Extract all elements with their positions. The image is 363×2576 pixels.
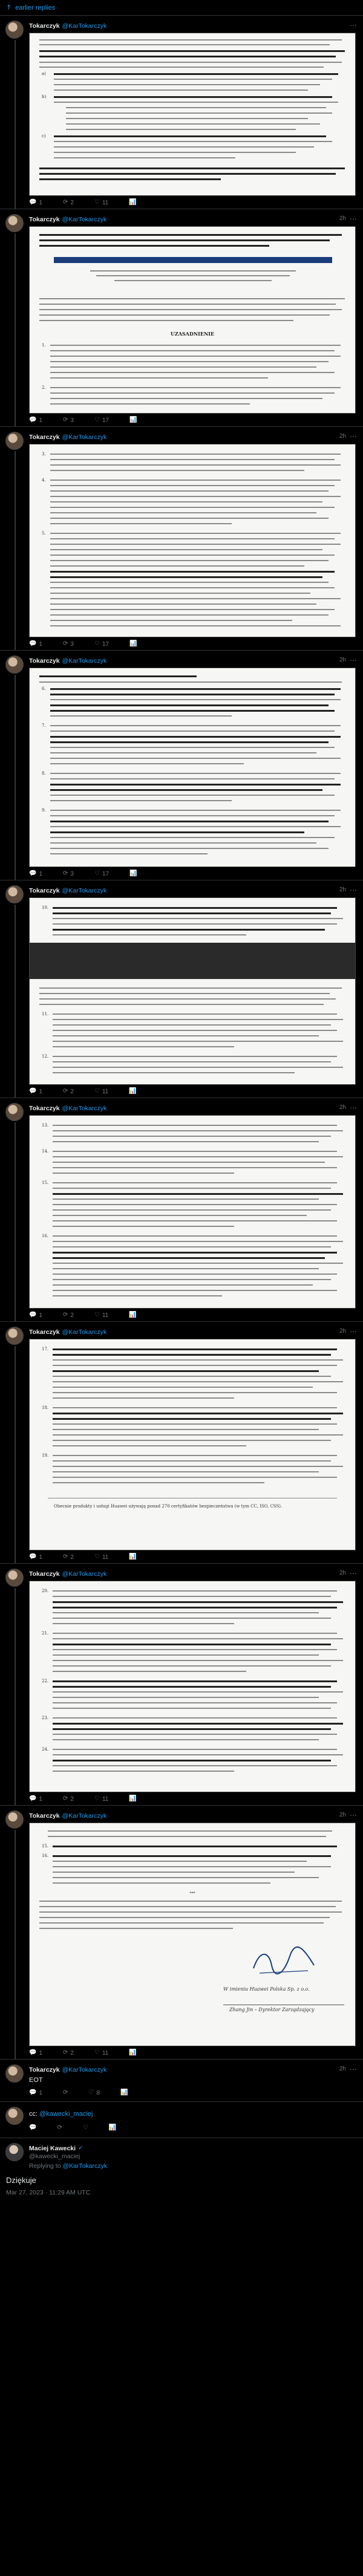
tweet-3[interactable] [0, 427, 363, 651]
views-icon: 📊 [129, 1312, 137, 1318]
author-handle[interactable]: @KarTokarczyk [62, 22, 107, 30]
more-icon[interactable]: ⋯ [350, 2065, 357, 2073]
retweet-icon: ⟳ [63, 640, 68, 647]
document-image[interactable]: a) b) c) [29, 33, 356, 196]
author-name[interactable]: Tokarczyk [29, 216, 60, 223]
reply-button[interactable]: 💬 1 [29, 1553, 43, 1561]
like-button[interactable]: ♡ 17 [94, 417, 110, 424]
tweet-time[interactable]: 2h [339, 1812, 346, 1818]
more-icon[interactable]: ⋯ [350, 1569, 357, 1578]
more-icon[interactable]: ⋯ [350, 1327, 357, 1336]
author-handle[interactable]: @KarTokarczyk [62, 434, 107, 441]
thread-line [15, 1122, 16, 1322]
retweet-button[interactable] [57, 2125, 62, 2131]
tweet-time[interactable]: 2h [339, 215, 346, 222]
author-handle[interactable]: @KarTokarczyk [62, 657, 107, 665]
avatar[interactable] [5, 1327, 24, 1345]
reply-icon: 💬 [29, 199, 37, 206]
retweet-button[interactable]: ⟳ 2 [63, 2049, 74, 2057]
reply-icon: 💬 [29, 1312, 37, 1318]
reply-icon: 💬 [29, 1795, 37, 1802]
like-button[interactable]: ♡ 11 [94, 199, 109, 206]
reply-icon: 💬 [29, 2124, 37, 2131]
author-handle[interactable]: @KarTokarczyk [62, 1329, 107, 1336]
tweet-eot[interactable] [0, 2060, 363, 2102]
views-icon: 📊 [129, 1088, 137, 1094]
like-button[interactable]: ♡ 17 [94, 870, 110, 877]
reply-icon: 💬 [29, 870, 37, 877]
author-name[interactable]: Tokarczyk [29, 887, 60, 894]
reply-button[interactable]: 💬 1 [29, 1088, 43, 1095]
reply-icon: 💬 [29, 2089, 37, 2096]
views-button[interactable] [120, 2090, 128, 2096]
reply-icon: 💬 [29, 640, 37, 647]
thread-line [15, 233, 16, 427]
earlier-replies-link[interactable] [0, 0, 363, 16]
reply-button[interactable]: 💬 1 [29, 2049, 43, 2057]
avatar[interactable] [5, 885, 24, 903]
reply-button[interactable]: 💬 1 [29, 1312, 43, 1319]
author-name[interactable]: Tokarczyk [29, 22, 60, 30]
tweet-9[interactable] [0, 1806, 363, 2060]
like-icon: ♡ [94, 870, 100, 877]
tweet-5[interactable] [0, 880, 363, 1098]
tweet-time[interactable]: 2h [339, 433, 346, 440]
tweet-8[interactable] [0, 1564, 363, 1806]
reply-button[interactable]: 💬 1 [29, 870, 43, 877]
author-name[interactable]: Tokarczyk [29, 1812, 60, 1820]
tweet-2[interactable] [0, 209, 363, 427]
views-icon: 📊 [129, 1553, 137, 1560]
retweet-icon: ⟳ [63, 2049, 68, 2056]
author-name[interactable]: Tokarczyk [29, 1570, 60, 1578]
author-handle[interactable]: @KarTokarczyk [62, 2066, 107, 2073]
views-icon: 📊 [129, 417, 137, 423]
retweet-button[interactable]: ⟳ 2 [63, 1312, 74, 1319]
doc-heading: UZASADNIENIE [170, 331, 215, 337]
views-button[interactable] [129, 417, 137, 423]
reply-text: Dziękuje [6, 2176, 36, 2185]
doc-footnote: Obecnie produkty i usługi Huawei używają ponad 270 certyfikatów bezpieczeństwa (w tym CC, ISO, CSS). [54, 1504, 283, 1509]
author-handle[interactable]: @KarTokarczyk [62, 1812, 107, 1820]
tweet-1[interactable] [0, 16, 363, 209]
reply-button[interactable]: 💬 1 [29, 199, 43, 206]
like-button[interactable]: ♡ 11 [94, 1553, 109, 1561]
retweet-icon: ⟳ [63, 2089, 68, 2096]
document-image[interactable]: 3. 4. 5. [29, 444, 356, 637]
author-handle[interactable]: @KarTokarczyk [62, 1570, 107, 1578]
retweet-icon: ⟳ [63, 870, 68, 877]
avatar[interactable] [5, 1569, 24, 1587]
views-button[interactable] [129, 200, 136, 206]
like-icon: ♡ [94, 1795, 100, 1802]
tweet-4[interactable] [0, 651, 363, 880]
more-icon[interactable]: ⋯ [350, 21, 357, 30]
reply-icon: 💬 [29, 1553, 37, 1560]
retweet-button[interactable]: ⟳ 3 [63, 640, 74, 648]
thread-line [15, 40, 16, 209]
reply-timestamp[interactable]: Mar 27, 2023 · 11:29 AM UTC [6, 2189, 91, 2196]
like-button[interactable]: ♡ 11 [94, 1312, 109, 1319]
views-button[interactable] [109, 2125, 116, 2131]
more-icon[interactable]: ⋯ [350, 1104, 357, 1112]
thread-line [15, 1346, 16, 1564]
retweet-button[interactable]: ⟳ 2 [63, 1795, 74, 1803]
cc-prefix: cc: [29, 2110, 40, 2118]
reply-icon: 💬 [29, 417, 37, 423]
thread-line [15, 1830, 16, 2060]
like-icon: ♡ [94, 1312, 100, 1318]
like-icon: ♡ [88, 2089, 94, 2096]
reply-icon: 💬 [29, 2049, 37, 2056]
views-button[interactable] [129, 1796, 136, 1802]
avatar[interactable] [5, 21, 24, 39]
author-name[interactable]: Tokarczyk [29, 434, 60, 441]
more-icon[interactable]: ⋯ [350, 432, 357, 441]
retweet-button[interactable]: ⟳ 2 [63, 199, 74, 206]
retweet-icon: ⟳ [63, 199, 68, 206]
author-name[interactable]: Tokarczyk [29, 1105, 60, 1112]
author-name[interactable]: Tokarczyk [29, 1329, 60, 1336]
reply-button[interactable] [29, 2125, 36, 2131]
views-button[interactable] [129, 871, 137, 877]
signature-name: Zhang Jin – Dyrektor Zarządzający [229, 2007, 315, 2012]
author-name[interactable]: Tokarczyk [29, 657, 60, 665]
like-icon: ♡ [94, 199, 100, 206]
tweet-time[interactable]: 2h [339, 1104, 346, 1111]
signature-label: W imieniu Huawei Polska Sp. z o.o. [223, 1986, 310, 1992]
reply-icon: 💬 [29, 1088, 37, 1094]
reply-button[interactable]: 💬 1 [29, 640, 43, 648]
retweet-button[interactable]: ⟳ 2 [63, 1553, 74, 1561]
views-button[interactable] [129, 1554, 136, 1560]
reply-button[interactable]: 💬 1 [29, 1795, 43, 1803]
thread-line [15, 675, 16, 880]
views-icon: 📊 [129, 870, 137, 877]
views-icon: 📊 [129, 199, 137, 206]
tweet-text: EOT [29, 2077, 43, 2084]
views-icon: 📊 [120, 2089, 128, 2096]
retweet-icon: ⟳ [57, 2124, 62, 2131]
like-icon: ♡ [94, 640, 100, 647]
more-icon[interactable]: ⋯ [350, 656, 357, 665]
views-button[interactable] [129, 641, 137, 647]
avatar[interactable] [5, 432, 24, 450]
thread-line [15, 905, 16, 1098]
like-icon: ♡ [82, 2124, 88, 2131]
views-icon: 📊 [108, 2124, 117, 2131]
avatar[interactable] [5, 1103, 24, 1121]
arrow-up-icon: ↑ [6, 4, 12, 11]
document-image[interactable]: 6. 7. 8. 9. [29, 668, 356, 867]
retweet-button[interactable]: ⟳ 3 [63, 417, 74, 424]
retweet-icon: ⟳ [63, 1088, 68, 1094]
like-icon: ♡ [94, 1553, 100, 1560]
views-icon: 📊 [129, 640, 137, 647]
more-icon[interactable]: ⋯ [350, 1811, 357, 1820]
document-image[interactable]: UZASADNIENIE 1. 2. [29, 226, 356, 414]
views-button[interactable] [129, 1088, 136, 1094]
tweet-cc[interactable] [0, 2102, 363, 2138]
reply-avatar[interactable] [5, 2143, 24, 2161]
document-image[interactable]: 10. 11. 12. [29, 897, 356, 1085]
document-image[interactable]: 17. 18. 19. Obecnie produkty i usługi Huawei używają ponad 270 certyfikatów bezpieczeństwa (w tym CC, ISO, CSS). [29, 1339, 356, 1550]
verified-icon: ✓ [78, 2145, 83, 2152]
retweet-icon: ⟳ [63, 1312, 68, 1318]
tweet-time[interactable]: 2h [339, 1328, 346, 1335]
avatar[interactable] [5, 2064, 24, 2083]
retweet-button[interactable]: ⟳ 3 [63, 870, 74, 877]
avatar[interactable] [5, 1810, 24, 1829]
author-handle[interactable]: @KarTokarczyk [62, 887, 107, 894]
like-icon: ♡ [94, 1088, 100, 1094]
author-name[interactable]: Tokarczyk [29, 2066, 60, 2073]
retweet-icon: ⟳ [63, 417, 68, 423]
like-button[interactable]: ♡ 11 [94, 1795, 109, 1803]
more-icon[interactable]: ⋯ [350, 886, 357, 894]
replying-to-link[interactable]: @KarTokarczyk [62, 2162, 108, 2170]
thread-line [15, 451, 16, 651]
reply-handle[interactable]: @kawecki_maciej [29, 2153, 80, 2160]
views-button[interactable] [129, 1312, 136, 1318]
retweet-icon: ⟳ [63, 1795, 68, 1802]
like-button[interactable]: ♡ 17 [94, 640, 110, 648]
views-icon: 📊 [129, 2049, 137, 2056]
like-icon: ♡ [94, 417, 100, 423]
avatar[interactable] [5, 214, 24, 232]
retweet-button[interactable] [63, 2090, 68, 2096]
tweet-time[interactable]: 2h [339, 657, 346, 663]
document-image[interactable]: 15. 16. *** W imieniu Huawei Polska Sp. z o.o. Zhang Jin – Dyrektor Zarządzający [29, 1823, 356, 2046]
document-image[interactable]: 20. 21. 22. 23. 24. [29, 1581, 356, 1792]
handwritten-signature [247, 1944, 320, 1980]
reply-author-name[interactable]: Maciej Kawecki [29, 2145, 76, 2152]
author-handle[interactable]: @KarTokarczyk [62, 216, 107, 223]
cc-mention[interactable]: @kawecki_maciej [39, 2110, 93, 2118]
earlier-replies-label: earlier replies [15, 4, 56, 11]
like-button[interactable]: ♡ 11 [94, 1088, 109, 1095]
tweet-time[interactable]: 2h [339, 886, 346, 893]
views-icon: 📊 [129, 1795, 137, 1802]
reply-tweet[interactable]: Maciej Kawecki ✓ @kawecki_maciej Replying to @KarTokarczyk Dziękuje Mar 27, 2023 · 11:29 AM UTC [0, 2138, 363, 2211]
like-button[interactable]: ♡ 8 [88, 2089, 100, 2096]
tweet-time[interactable]: 2h [339, 1570, 346, 1576]
reply-button[interactable]: 💬 1 [29, 417, 43, 424]
thread-line [15, 1588, 16, 1806]
letterhead-bar [54, 257, 332, 263]
tweet-time[interactable]: 2h [339, 2066, 346, 2072]
tweet-6[interactable] [0, 1098, 363, 1322]
views-button[interactable] [129, 2050, 136, 2056]
retweet-icon: ⟳ [63, 1553, 68, 1560]
like-button[interactable]: ♡ 11 [94, 2049, 109, 2057]
like-button[interactable] [83, 2125, 88, 2131]
author-handle[interactable]: @KarTokarczyk [62, 1105, 107, 1112]
document-image[interactable]: 13. 14. 15. 16. [29, 1115, 356, 1309]
avatar[interactable] [5, 2107, 24, 2125]
reply-button[interactable]: 💬 1 [29, 2089, 43, 2096]
tweet-7[interactable] [0, 1322, 363, 1564]
more-icon[interactable]: ⋯ [350, 215, 357, 223]
avatar[interactable] [5, 655, 24, 674]
like-icon: ♡ [94, 2049, 100, 2056]
retweet-button[interactable]: ⟳ 2 [63, 1088, 74, 1095]
